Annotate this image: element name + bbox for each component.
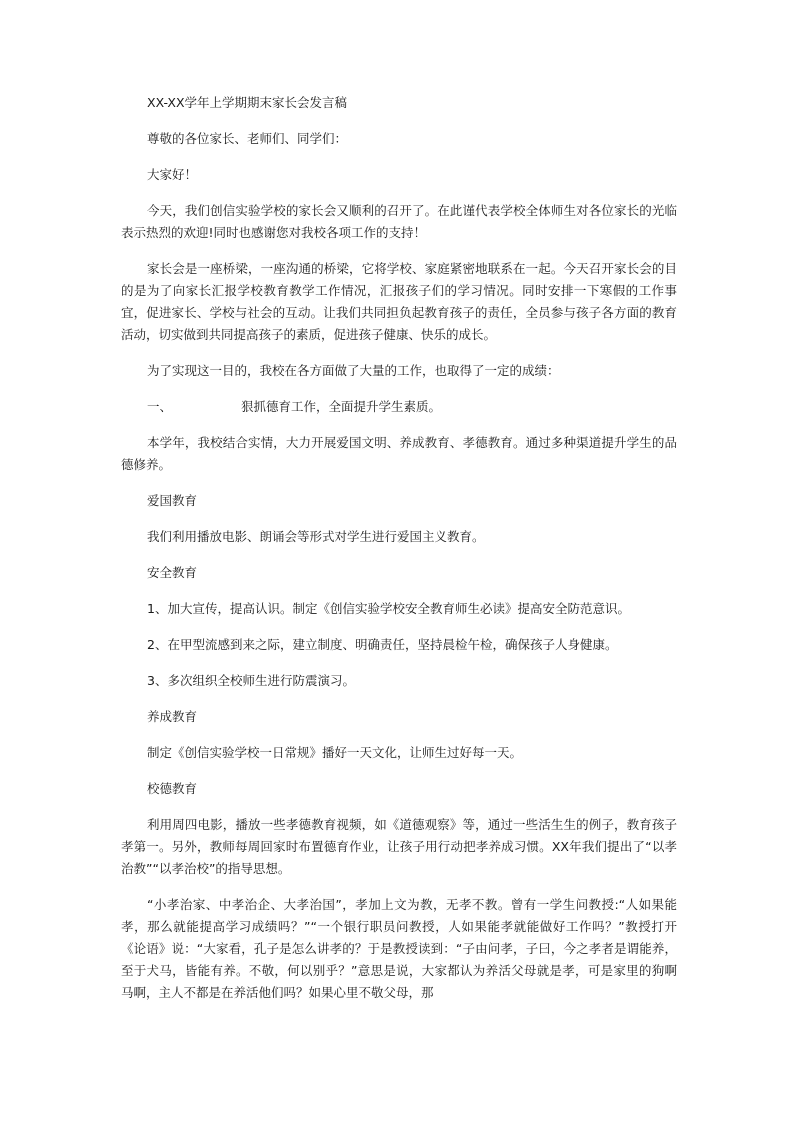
section-heading-1 xyxy=(121,396,677,418)
paragraph-intro: 今天，我们创信实验学校的家长会又顺利的召开了。在此谨代表学校全体师生对各位家长的光临表示热烈的欢迎!同时也感谢您对我校各项工作的支持！ xyxy=(121,203,677,240)
paragraph-purpose: 家长会是一座桥梁，一座沟通的桥梁，它将学校、家庭紧密地联系在一起。今天召开家长会的目的是为了向家长汇报学校教育教学工作情况，汇报孩子们的学习情况。同时安排一下寒假的工作事宜，促进家长、学校与社会的互动。让我们共同担负起教育孩子的责任，全员参与孩子各方面的教育活动，切实做到共同提高孩子的素质，促进孩子健康、快乐的成长。 xyxy=(121,261,677,342)
greeting: 尊敬的各位家长、老师们、同学们： xyxy=(147,131,348,146)
heading-safety-education: 安全教育 xyxy=(147,565,198,580)
document-body xyxy=(121,92,677,1018)
paragraph-safety-3: 3、多次组织全校师生进行防震演习。 xyxy=(147,673,355,688)
paragraph-patriotic-education: 我们利用播放电影、朗诵会等形式对学生进行爱国主义教育。 xyxy=(147,529,485,544)
paragraph-safety-1: 1、加大宣传，提高认识。制定《创信实验学校安全教育师生必读》提高安全防范意识。 xyxy=(147,601,630,616)
paragraph-achievements: 为了实现这一目的，我校在各方面做了大量的工作，也取得了一定的成绩： xyxy=(147,363,560,378)
document-title: XX-XX学年上学期期末家长会发言稿 xyxy=(147,95,348,110)
section-number: 一、 xyxy=(147,399,173,414)
paragraph-habit-education: 制定《创信实验学校一日常规》播好一天文化，让师生过好每一天。 xyxy=(147,745,523,760)
hello: 大家好！ xyxy=(147,167,198,182)
heading-habit-education: 养成教育 xyxy=(147,709,198,724)
paragraph-school-year: 本学年，我校结合实情，大力开展爱国文明、养成教育、孝德教育。通过多种渠道提升学生的品德修养。 xyxy=(121,435,677,472)
paragraph-safety-2: 2、在甲型流感到来之际，建立制度、明确责任，坚持晨检午检，确保孩子人身健康。 xyxy=(147,637,618,652)
paragraph-filial-2: “小孝治家、中孝治企、大孝治国”，孝加上文为教，无孝不教。曾有一学生问教授:“人如果能孝，那么就能提高学习成绩吗？”“一个银行职员问教授，人如果能孝就能做好工作吗？”教授打开《论语》说：“大家看，孔子是怎么讲孝的？于是教授读到：“子由问孝，子曰，今之孝者是谓能养，至于犬马，皆能有养。不敬，何以别乎？”意思是说，大家都认为养活父母就是孝，可是家里的狗啊马啊，主人不都是在养活他们吗？如果心里不敬父母，那 xyxy=(121,897,677,1000)
heading-patriotic-education: 爱国教育 xyxy=(147,493,198,508)
paragraph-filial-1: 利用周四电影，播放一些孝德教育视频，如《道德观察》等，通过一些活生生的例子，教育孩子孝第一。另外，教师每周回家时布置德育作业，让孩子用行动把孝养成习惯。XX年我们提出了“以孝治教”“以孝治校”的指导思想。 xyxy=(121,817,677,876)
heading-filial-education: 校德教育 xyxy=(147,781,198,796)
section-title: 狠抓德育工作，全面提升学生素质。 xyxy=(241,399,442,414)
